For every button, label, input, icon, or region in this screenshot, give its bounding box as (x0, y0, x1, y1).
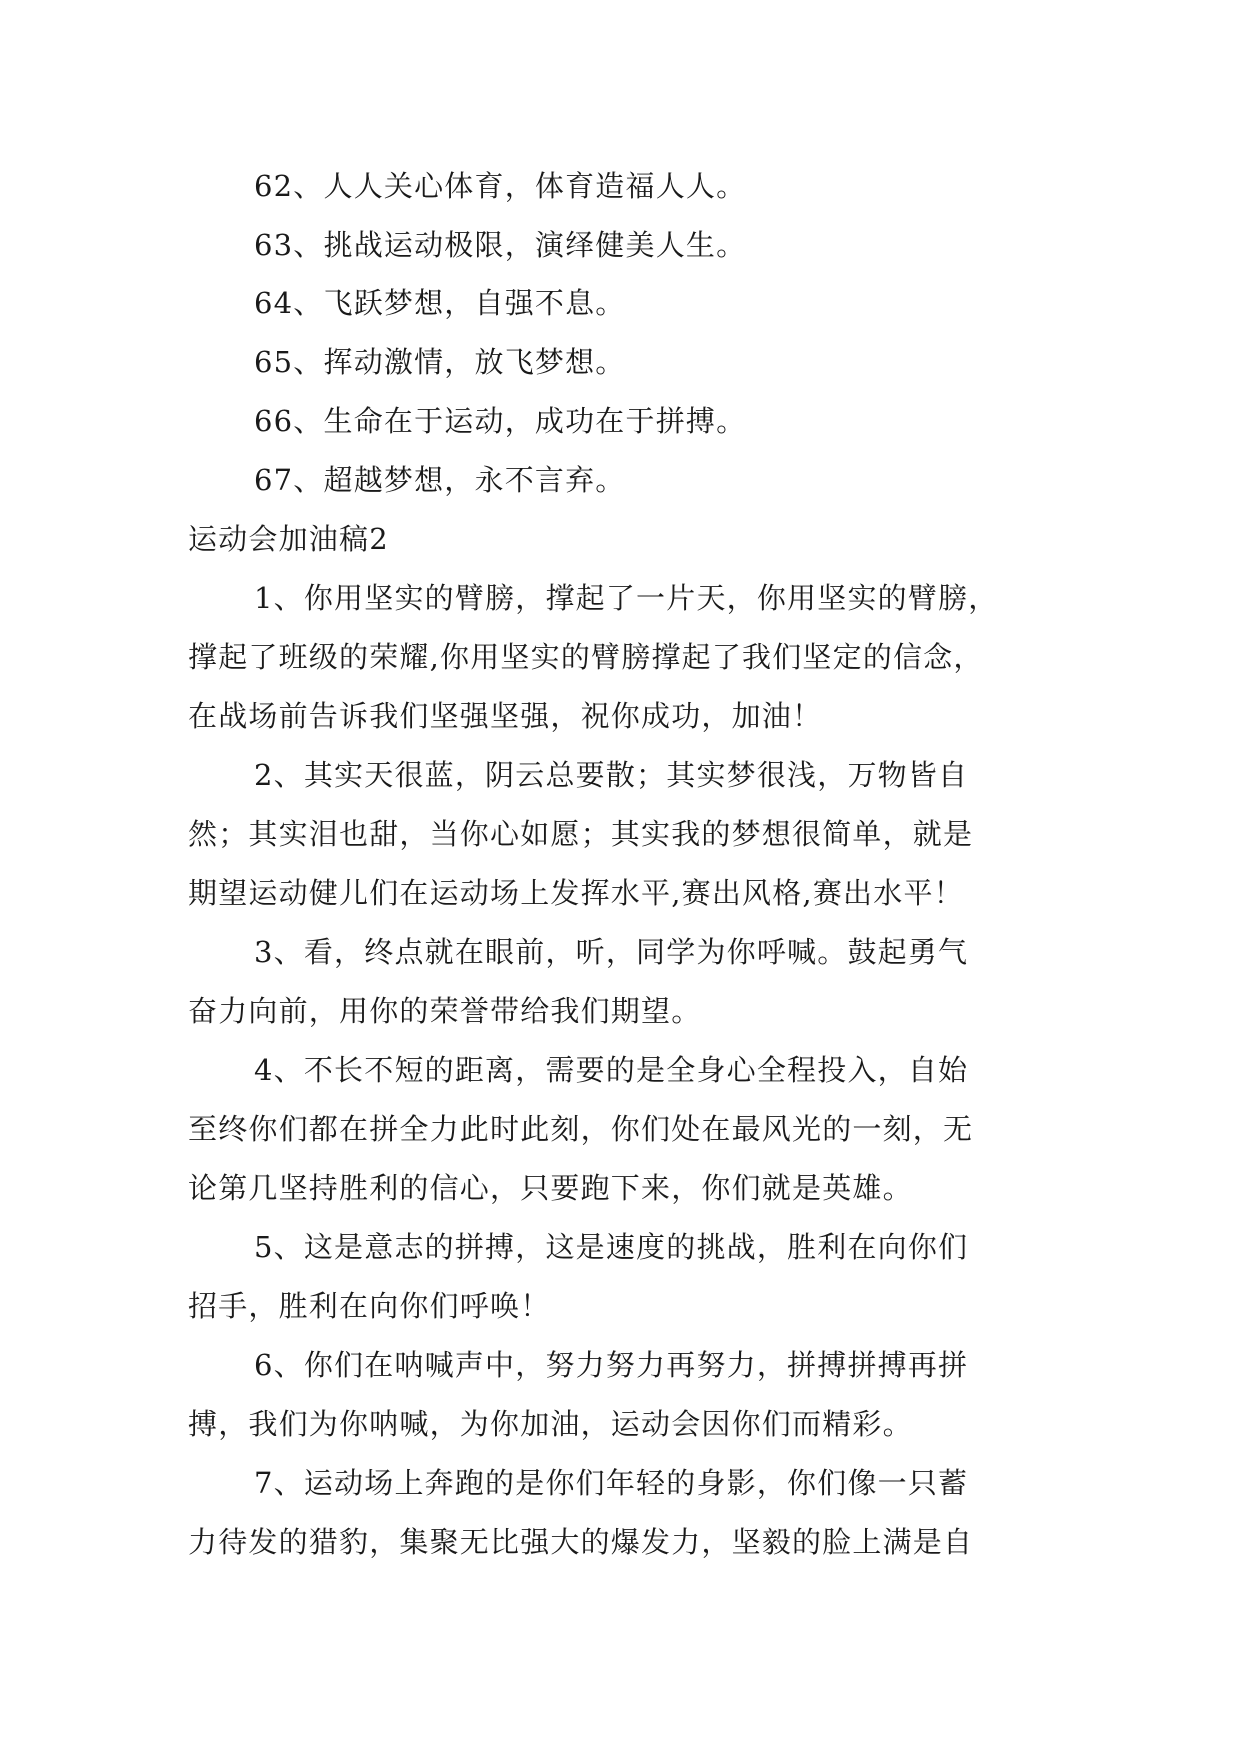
paragraph-line: 1、你用坚实的臂膀，撑起了一片天，你用坚实的臂膀， (254, 581, 999, 615)
section-title: 运动会加油稿2 (188, 522, 389, 556)
list-item: 65、挥动激情，放飞梦想。 (254, 345, 626, 379)
paragraph-line: 6、你们在呐喊声中，努力努力再努力，拼搏拼搏再拼 (254, 1348, 969, 1382)
paragraph-line: 3、看，终点就在眼前，听，同学为你呼喊。鼓起勇气 (254, 935, 969, 969)
paragraph-line: 搏，我们为你呐喊，为你加油，运动会因你们而精彩。 (188, 1407, 913, 1441)
paragraph-line: 期望运动健儿们在运动场上发挥水平,赛出风格,赛出水平！ (188, 876, 964, 910)
list-item: 62、人人关心体育，体育造福人人。 (254, 169, 747, 203)
paragraph-line: 然；其实泪也甜，当你心如愿；其实我的梦想很简单，就是 (188, 817, 974, 851)
paragraph-line: 论第几坚持胜利的信心，只要跑下来，你们就是英雄。 (188, 1171, 913, 1205)
list-item: 67、超越梦想，永不言弃。 (254, 463, 626, 497)
list-item: 66、生命在于运动，成功在于拼搏。 (254, 404, 747, 438)
paragraph-line: 7、运动场上奔跑的是你们年轻的身影，你们像一只蓄 (254, 1466, 969, 1500)
paragraph-line: 奋力向前，用你的荣誉带给我们期望。 (188, 994, 702, 1028)
paragraph-line: 在战场前告诉我们坚强坚强，祝你成功，加油！ (188, 699, 823, 733)
paragraph-line: 4、不长不短的距离，需要的是全身心全程投入，自始 (254, 1053, 969, 1087)
paragraph-line: 招手，胜利在向你们呼唤！ (188, 1289, 551, 1323)
list-item: 64、飞跃梦想，自强不息。 (254, 286, 626, 320)
paragraph-line: 至终你们都在拼全力此时此刻，你们处在最风光的一刻，无 (188, 1112, 974, 1146)
list-item: 63、挑战运动极限，演绎健美人生。 (254, 228, 747, 262)
paragraph-line: 2、其实天很蓝，阴云总要散；其实梦很浅，万物皆自 (254, 758, 969, 792)
paragraph-line: 5、这是意志的拼搏，这是速度的挑战，胜利在向你们 (254, 1230, 969, 1264)
paragraph-line: 撑起了班级的荣耀,你用坚实的臂膀撑起了我们坚定的信念， (188, 640, 984, 674)
paragraph-line: 力待发的猎豹，集聚无比强大的爆发力，坚毅的脸上满是自 (188, 1525, 974, 1559)
